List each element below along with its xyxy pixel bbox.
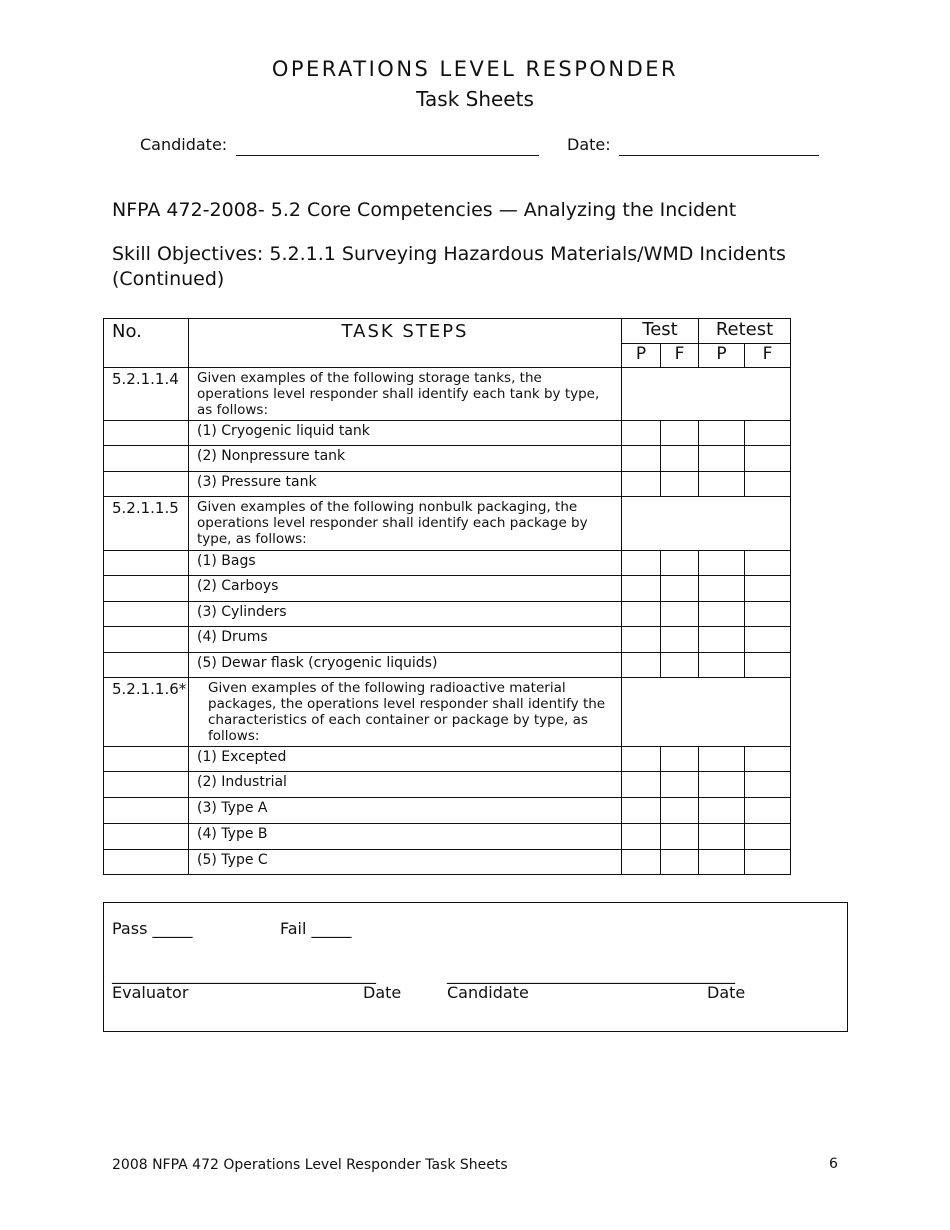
test-fail-cell[interactable] bbox=[661, 798, 699, 824]
test-pass-cell[interactable] bbox=[622, 602, 661, 627]
col-header-test-fail: F bbox=[661, 344, 699, 368]
list-item: (3) Cylinders bbox=[189, 602, 622, 627]
list-item: (3) Type A bbox=[189, 798, 622, 824]
evaluator-signature-line[interactable]: _________________________________ bbox=[112, 965, 376, 984]
retest-pass-cell[interactable] bbox=[699, 747, 745, 772]
retest-fail-cell[interactable] bbox=[745, 850, 791, 875]
retest-fail-cell[interactable] bbox=[745, 653, 791, 678]
list-item: (5) Type C bbox=[189, 850, 622, 875]
retest-pass-cell[interactable] bbox=[699, 421, 745, 446]
list-item: (3) Pressure tank bbox=[189, 472, 622, 497]
evaluator-date-label: Date bbox=[363, 983, 402, 1002]
date-line[interactable] bbox=[619, 155, 819, 156]
retest-fail-cell[interactable] bbox=[745, 421, 791, 446]
retest-fail-cell[interactable] bbox=[745, 747, 791, 772]
standard-heading: NFPA 472-2008- 5.2 Core Competencies — Analyzing the Incident bbox=[112, 199, 737, 221]
test-fail-cell[interactable] bbox=[661, 551, 699, 576]
candidate-date-label: Date bbox=[707, 983, 746, 1002]
test-fail-cell[interactable] bbox=[661, 576, 699, 602]
retest-pass-cell[interactable] bbox=[699, 824, 745, 850]
test-fail-cell[interactable] bbox=[661, 602, 699, 627]
list-item: (4) Drums bbox=[189, 627, 622, 653]
retest-pass-cell[interactable] bbox=[699, 850, 745, 875]
merged-score-cell bbox=[622, 678, 791, 747]
signoff-box bbox=[103, 902, 848, 1032]
table-row bbox=[104, 368, 791, 421]
test-pass-cell[interactable] bbox=[622, 798, 661, 824]
table-row bbox=[104, 421, 791, 446]
test-fail-cell[interactable] bbox=[661, 772, 699, 798]
test-pass-cell[interactable] bbox=[622, 772, 661, 798]
footer-text: 2008 NFPA 472 Operations Level Responder Task Sheets bbox=[112, 1157, 508, 1173]
section-description: Given examples of the following storage tanks, the operations level responder shall identify each tank by type, as follows: bbox=[189, 368, 622, 421]
test-pass-cell[interactable] bbox=[622, 747, 661, 772]
pass-field[interactable]: Pass _____ bbox=[112, 919, 193, 938]
test-fail-cell[interactable] bbox=[661, 747, 699, 772]
test-fail-cell[interactable] bbox=[661, 446, 699, 472]
table-row bbox=[104, 472, 791, 497]
task-table bbox=[103, 318, 791, 875]
retest-fail-cell[interactable] bbox=[745, 798, 791, 824]
retest-fail-cell[interactable] bbox=[745, 446, 791, 472]
retest-fail-cell[interactable] bbox=[745, 824, 791, 850]
retest-fail-cell[interactable] bbox=[745, 627, 791, 653]
test-pass-cell[interactable] bbox=[622, 627, 661, 653]
list-item: (1) Bags bbox=[189, 551, 622, 576]
retest-pass-cell[interactable] bbox=[699, 772, 745, 798]
col-header-task-steps: TASK STEPS bbox=[189, 319, 622, 368]
test-pass-cell[interactable] bbox=[622, 824, 661, 850]
retest-pass-cell[interactable] bbox=[699, 446, 745, 472]
table-row bbox=[104, 602, 791, 627]
retest-pass-cell[interactable] bbox=[699, 627, 745, 653]
candidate-label-signoff: Candidate bbox=[447, 983, 529, 1002]
retest-pass-cell[interactable] bbox=[699, 653, 745, 678]
retest-pass-cell[interactable] bbox=[699, 551, 745, 576]
page-number: 6 bbox=[829, 1156, 838, 1172]
col-header-retest-fail: F bbox=[745, 344, 791, 368]
table-row bbox=[104, 747, 791, 772]
test-pass-cell[interactable] bbox=[622, 653, 661, 678]
table-row bbox=[104, 653, 791, 678]
table-row bbox=[104, 678, 791, 747]
table-row bbox=[104, 497, 791, 551]
test-pass-cell[interactable] bbox=[622, 446, 661, 472]
evaluator-label: Evaluator bbox=[112, 983, 189, 1002]
table-row bbox=[104, 772, 791, 798]
merged-score-cell bbox=[622, 497, 791, 551]
candidate-signature-line[interactable]: ____________________________________ bbox=[447, 965, 735, 984]
list-item: (1) Excepted bbox=[189, 747, 622, 772]
col-header-test-pass: P bbox=[622, 344, 661, 368]
test-pass-cell[interactable] bbox=[622, 576, 661, 602]
retest-pass-cell[interactable] bbox=[699, 602, 745, 627]
section-description: Given examples of the following radioactive material packages, the operations level responder shall identify the characteristics of each container or package by type, as follows: bbox=[189, 678, 622, 747]
table-row bbox=[104, 824, 791, 850]
list-item: (2) Nonpressure tank bbox=[189, 446, 622, 472]
col-header-retest: Retest bbox=[699, 319, 791, 344]
retest-fail-cell[interactable] bbox=[745, 472, 791, 497]
list-item: (2) Industrial bbox=[189, 772, 622, 798]
retest-pass-cell[interactable] bbox=[699, 576, 745, 602]
section-number: 5.2.1.1.6* bbox=[104, 678, 189, 747]
candidate-label: Candidate: bbox=[140, 135, 228, 154]
test-fail-cell[interactable] bbox=[661, 824, 699, 850]
section-description: Given examples of the following nonbulk packaging, the operations level responder shall identify each package by type, as follows: bbox=[189, 497, 622, 551]
date-label: Date: bbox=[567, 135, 611, 154]
table-row bbox=[104, 850, 791, 875]
test-fail-cell[interactable] bbox=[661, 421, 699, 446]
section-number: 5.2.1.1.4 bbox=[104, 368, 189, 421]
fail-field[interactable]: Fail _____ bbox=[280, 919, 352, 938]
test-pass-cell[interactable] bbox=[622, 551, 661, 576]
merged-score-cell bbox=[622, 368, 791, 421]
retest-pass-cell[interactable] bbox=[699, 472, 745, 497]
list-item: (5) Dewar flask (cryogenic liquids) bbox=[189, 653, 622, 678]
table-row bbox=[104, 798, 791, 824]
test-fail-cell[interactable] bbox=[661, 627, 699, 653]
retest-fail-cell[interactable] bbox=[745, 602, 791, 627]
table-row bbox=[104, 627, 791, 653]
col-header-test: Test bbox=[622, 319, 699, 344]
test-fail-cell[interactable] bbox=[661, 653, 699, 678]
retest-fail-cell[interactable] bbox=[745, 551, 791, 576]
retest-pass-cell[interactable] bbox=[699, 798, 745, 824]
test-pass-cell[interactable] bbox=[622, 421, 661, 446]
table-row bbox=[104, 551, 791, 576]
list-item: (4) Type B bbox=[189, 824, 622, 850]
test-pass-cell[interactable] bbox=[622, 850, 661, 875]
list-item: (2) Carboys bbox=[189, 576, 622, 602]
table-row bbox=[104, 576, 791, 602]
table-row bbox=[104, 446, 791, 472]
page-title: OPERATIONS LEVEL RESPONDER bbox=[271, 57, 679, 81]
col-header-retest-pass: P bbox=[699, 344, 745, 368]
test-fail-cell[interactable] bbox=[661, 850, 699, 875]
page-subtitle: Task Sheets bbox=[416, 87, 534, 111]
col-header-no: No. bbox=[104, 319, 189, 368]
skill-objective-line1: Skill Objectives: 5.2.1.1 Surveying Hazardous Materials/WMD Incidents bbox=[112, 243, 786, 265]
retest-fail-cell[interactable] bbox=[745, 772, 791, 798]
candidate-line[interactable] bbox=[236, 155, 539, 156]
test-fail-cell[interactable] bbox=[661, 472, 699, 497]
test-pass-cell[interactable] bbox=[622, 472, 661, 497]
skill-objective-line2: (Continued) bbox=[112, 268, 225, 290]
retest-fail-cell[interactable] bbox=[745, 576, 791, 602]
list-item: (1) Cryogenic liquid tank bbox=[189, 421, 622, 446]
section-number: 5.2.1.1.5 bbox=[104, 497, 189, 551]
